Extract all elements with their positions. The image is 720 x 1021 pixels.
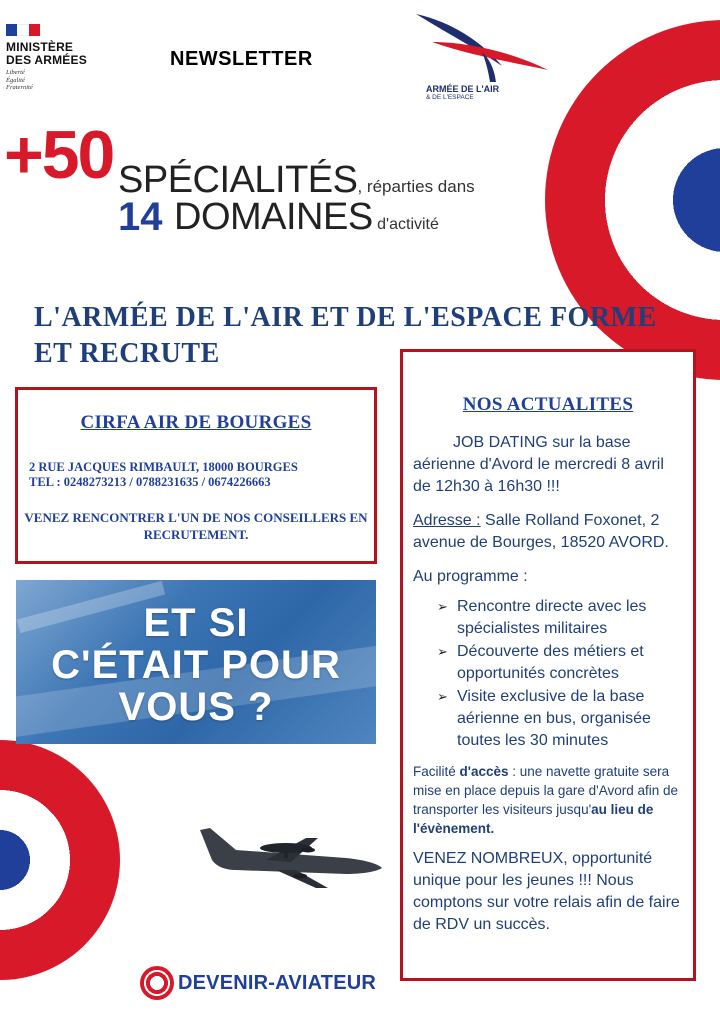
banner-line: C'ÉTAIT POUR [51, 643, 341, 687]
access-text: Facilité [413, 764, 460, 779]
domaines-word: DOMAINES [174, 196, 373, 238]
hero-stats [4, 117, 524, 240]
address-label: Adresse : [413, 512, 481, 529]
specialites-rest: , réparties dans [357, 177, 475, 196]
arrow-bullet-icon: ➢ [437, 599, 448, 614]
banner-text [16, 602, 376, 728]
job-dating-text: JOB DATING sur la base aérienne d'Avord le mercredi 8 avril de 12h30 à 16h30 !!! [413, 434, 664, 495]
logo-name: ARMÉE DE L'AIR [426, 84, 500, 94]
wing-emblem-icon [412, 12, 552, 84]
logo-subtitle: & DE L'ESPACE [426, 94, 474, 101]
motto-line: Liberté [6, 69, 25, 76]
arrow-bullet-icon: ➢ [437, 689, 448, 704]
access-bold: d'accès [459, 764, 509, 779]
program-label: Au programme : [413, 568, 528, 585]
cirfa-title: CIRFA AIR DE BOURGES [80, 412, 312, 433]
promo-banner [16, 580, 376, 744]
specialites-word: SPÉCIALITÉS [118, 159, 358, 201]
domaines-rest: d'activité [372, 216, 439, 233]
devenir-aviateur-logo [140, 966, 376, 1000]
arrow-bullet-icon: ➢ [437, 644, 448, 659]
page-headline: L'ARMÉE DE L'AIR ET DE L'ESPACE FORME ET RECRUTE [34, 302, 657, 369]
armee-air-espace-logo [412, 12, 552, 102]
plus-fifty: +50 [4, 117, 114, 193]
motto-line: Égalité [6, 76, 25, 84]
republic-motto [6, 69, 106, 92]
program-item-text: Visite exclusive de la base aérienne en bus, organisée toutes les 30 minutes [457, 688, 651, 749]
ministry-logo [6, 24, 106, 92]
cirfa-address: 2 RUE JACQUES RIMBAULT, 18000 BOURGES [29, 460, 298, 474]
access-bold: au lieu de l'évènement. [413, 802, 654, 836]
cirfa-phone: TEL : 0248273213 / 0788231635 / 0674226663 [29, 475, 271, 489]
french-flag-icon [6, 24, 40, 36]
domaines-line [174, 196, 439, 246]
cirfa-box [15, 387, 377, 564]
program-item-text: Rencontre directe avec les spécialistes militaires [457, 598, 647, 637]
address-paragraph [413, 510, 683, 554]
news-box [400, 349, 696, 981]
domain-count: 14 [118, 195, 163, 239]
access-text: : une navette gratuite sera mise en place depuis la gare d'Avord afin de transporter les visiteurs jusqu' [413, 764, 678, 817]
ministry-name: MINISTÈRE DES ARMÉES [6, 40, 87, 67]
roundel-decoration-left [0, 740, 120, 980]
access-paragraph [413, 762, 683, 838]
address-text: Salle Rolland Foxonet, 2 avenue de Bourges, 18520 AVORD. [413, 512, 669, 551]
devenir-aviateur-text: DEVENIR-AVIATEUR [178, 971, 377, 994]
banner-line: ET SI [143, 601, 249, 645]
program-list [413, 596, 683, 752]
banner-line: VOUS ? [118, 685, 274, 729]
closing-text: VENEZ NOMBREUX, opportunité unique pour les jeunes !!! Nous comptons sur votre relais afin de faire de RDV un succès. [413, 850, 680, 933]
newsletter-label: NEWSLETTER [170, 48, 313, 70]
news-title: NOS ACTUALITES [462, 394, 634, 415]
list-item [437, 596, 683, 640]
cirfa-address-block [18, 460, 374, 490]
motto-line: Fraternité [6, 84, 33, 91]
awacs-plane-image [196, 820, 386, 890]
list-item [437, 686, 683, 752]
cirfa-meet-text: VENEZ RENCONTRER L'UN DE NOS CONSEILLERS EN RECRUTEMENT. [24, 510, 368, 542]
program-item-text: Découverte des métiers et opportunités concrètes [457, 643, 644, 682]
list-item [437, 641, 683, 685]
roundel-icon [140, 966, 174, 1000]
